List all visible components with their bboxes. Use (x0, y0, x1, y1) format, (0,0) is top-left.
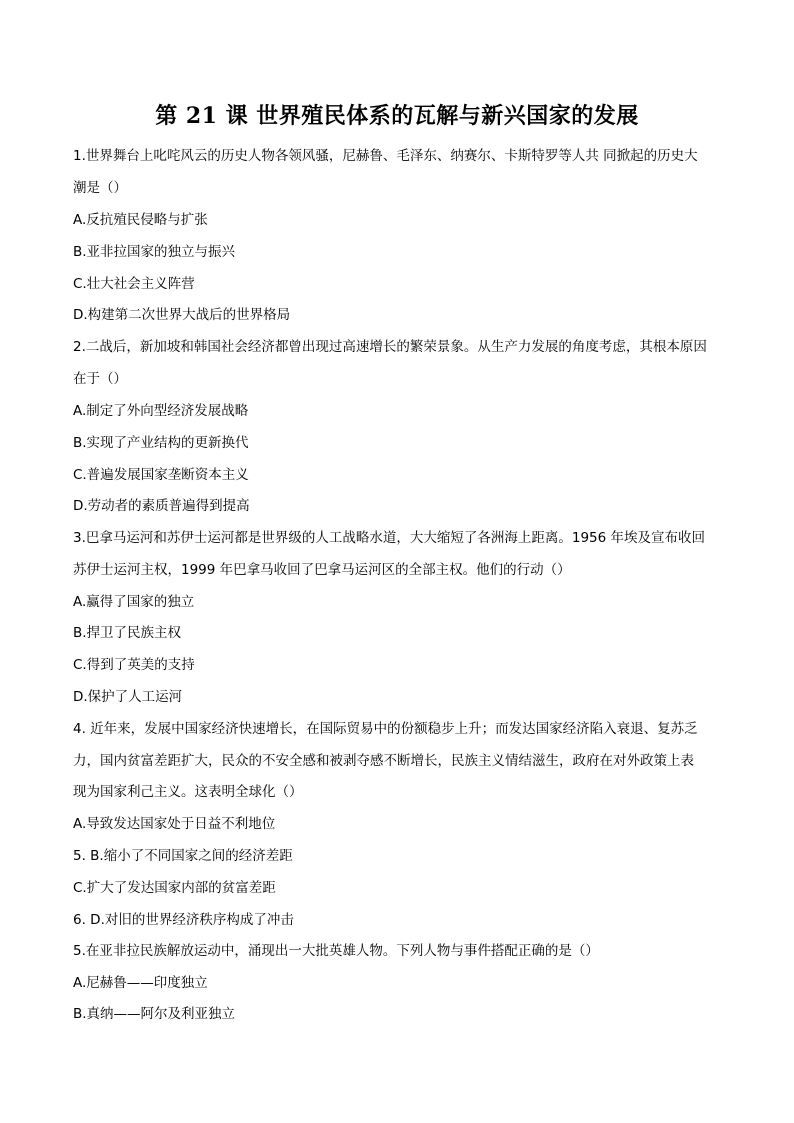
q5-option-a: A.尼赫鲁——印度独立 (73, 975, 208, 991)
q3-stem-line1: 3.巴拿马运河和苏伊士运河都是世界级的人工战略水道，大大缩短了各洲海上距离。1956 年埃及宣布收回 (73, 530, 706, 546)
q1-option-d: D.构建第二次世界大战后的世界格局 (73, 307, 291, 323)
q4-stem-line2: 力，国内贫富差距扩大，民众的不安全感和被剥夺感不断增长，民族主义情结滋生，政府在对外政策上表 (73, 753, 694, 769)
q4-stem-line3: 现为国家利己主义。这表明全球化（） (73, 784, 303, 800)
page-title: 第 21 课 世界殖民体系的瓦解与新兴国家的发展 (155, 103, 639, 129)
q2-option-c: C.普遍发展国家垄断资本主义 (73, 467, 249, 483)
q3-option-b: B.捍卫了民族主权 (73, 625, 182, 641)
q1-stem-line1: 1.世界舞台上叱咤风云的历史人物各领风骚，尼赫鲁、毛泽东、纳赛尔、卡斯特罗等人共 同掀起的历史大 (73, 148, 698, 164)
q2-stem-line2: 在于（） (73, 371, 127, 387)
q2-stem-line1: 2.二战后，新加坡和韩国社会经济都曾出现过高速增长的繁荣景象。从生产力发展的角度考虑，其根本原因 (73, 339, 707, 355)
q1-stem-line2: 潮是（） (73, 180, 127, 196)
q3-option-a: A.赢得了国家的独立 (73, 594, 195, 610)
q2-option-b: B.实现了产业结构的更新换代 (73, 435, 249, 451)
q4-option-b: 5. B.缩小了不同国家之间的经济差距 (73, 848, 293, 864)
q4-option-a: A.导致发达国家处于日益不利地位 (73, 816, 276, 832)
q5-stem: 5.在亚非拉民族解放运动中，涌现出一大批英雄人物。下列人物与事件搭配正确的是（） (73, 943, 599, 959)
q3-option-c: C.得到了英美的支持 (73, 657, 195, 673)
q1-option-a: A.反抗殖民侵略与扩张 (73, 212, 208, 228)
q1-option-b: B.亚非拉国家的独立与振兴 (73, 244, 236, 260)
q1-option-c: C.壮大社会主义阵营 (73, 276, 195, 292)
q4-stem-line1: 4. 近年来，发展中国家经济快速增长，在国际贸易中的份额稳步上升；而发达国家经济陷入衰退、复苏乏 (73, 721, 698, 737)
q4-option-c: C.扩大了发达国家内部的贫富差距 (73, 880, 276, 896)
q4-option-d: 6. D.对旧的世界经济秩序构成了冲击 (73, 912, 294, 928)
q5-option-b: B.真纳——阿尔及利亚独立 (73, 1006, 236, 1022)
q3-stem-line2: 苏伊士运河主权，1999 年巴拿马收回了巴拿马运河区的全部主权。他们的行动（） (73, 562, 571, 578)
q2-option-d: D.劳动者的素质普遍得到提高 (73, 498, 250, 514)
q2-option-a: A.制定了外向型经济发展战略 (73, 403, 249, 419)
q3-option-d: D.保护了人工运河 (73, 689, 183, 705)
